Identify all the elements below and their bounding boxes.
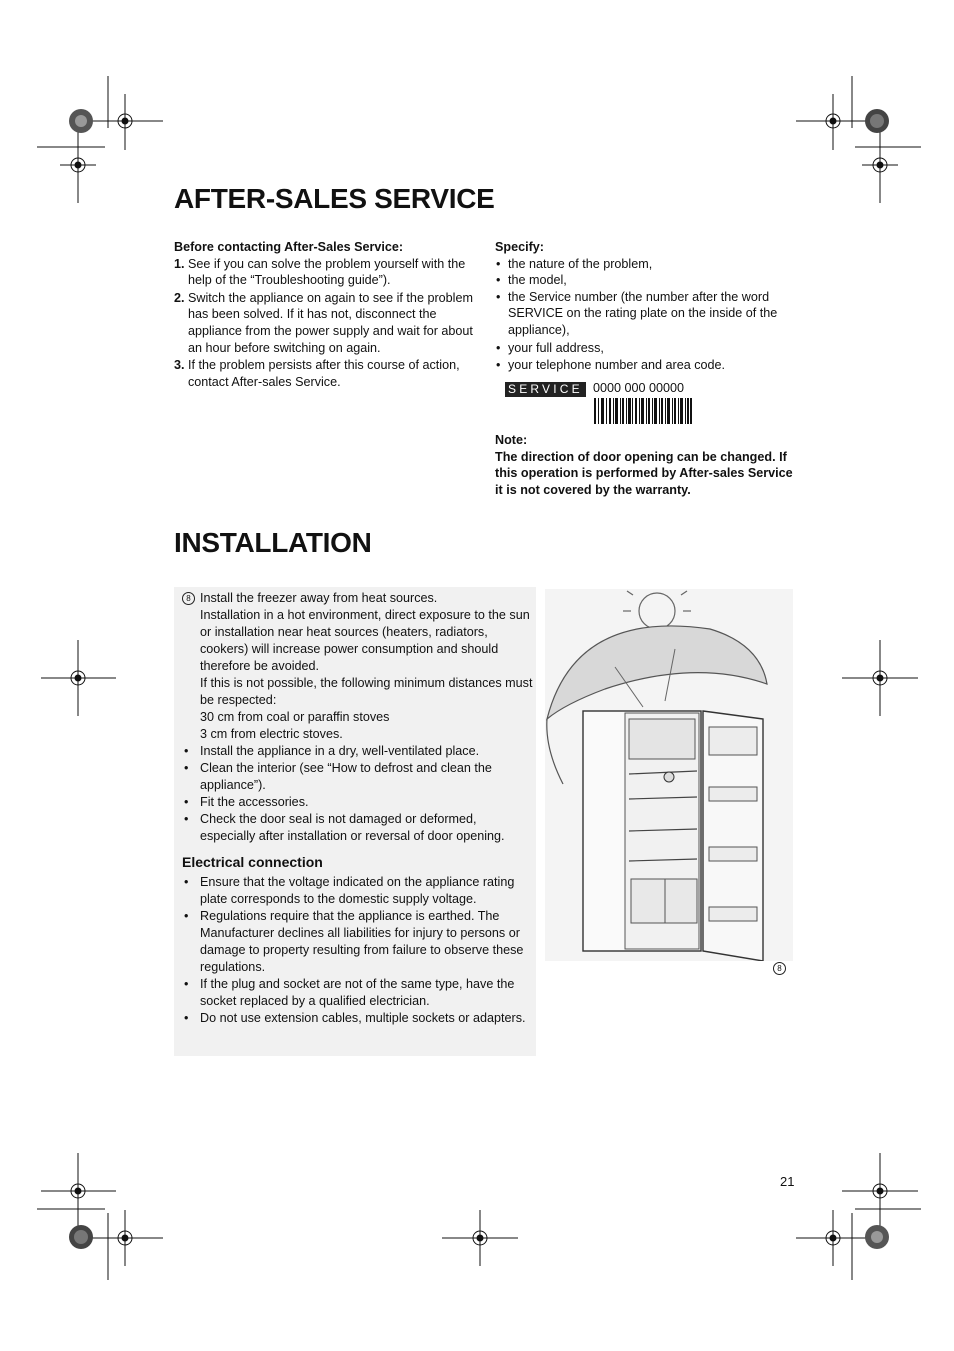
service-badge: SERVICE [505, 382, 586, 397]
install-item: • Fit the accessories. [182, 794, 534, 811]
note-section [495, 432, 795, 498]
note-heading: Note: [495, 433, 528, 447]
install-item: • Check the door seal is not damaged or deformed, especially after installation or reversal of door opening. [182, 811, 534, 845]
before-contacting-section [174, 239, 474, 391]
figure-caption-badge: 8 [773, 962, 786, 975]
step-item: 1. See if you can solve the problem yourself with the help of the “Troubleshooting guide”). [174, 256, 466, 288]
specify-section [495, 239, 790, 374]
specify-list [495, 256, 790, 374]
steps-list [174, 256, 474, 391]
service-number: 0000 000 00000 [593, 381, 685, 395]
note-text: The direction of door opening can be changed. If this operation is performed by After-sales Service it is not covered by the warranty. [495, 449, 793, 497]
figure-ref-badge: 8 [182, 592, 195, 605]
installation-title: INSTALLATION [174, 527, 372, 558]
page-number: 21 [780, 1174, 795, 1189]
install-list [182, 743, 534, 845]
specify-item: • your full address, [495, 340, 790, 357]
step-item: 3. If the problem persists after this course of action, contact After-sales Service. [174, 358, 460, 389]
electrical-item: • Ensure that the voltage indicated on the appliance rating plate corresponds to the domestic supply voltage. [182, 874, 534, 908]
installation-content [182, 590, 534, 1027]
specify-item: • the Service number (the number after the word SERVICE on the rating plate on the inside of the appliance), [495, 289, 790, 339]
electrical-item: • Regulations require that the appliance is earthed. The Manufacturer declines all liabilities for injury to persons or damage to property resulting from failure to observe these regulations. [182, 908, 534, 976]
specify-item: • the nature of the problem, [495, 256, 790, 273]
install-item: • Clean the interior (see “How to defrost and clean the appliance”). [182, 760, 534, 794]
electrical-heading: Electrical connection [182, 854, 323, 870]
electrical-item: • Do not use extension cables, multiple sockets or adapters. [182, 1010, 534, 1027]
electrical-item: • If the plug and socket are not of the same type, have the socket replaced by a qualified electrician. [182, 976, 534, 1010]
install-item: • Install the appliance in a dry, well-ventilated place. [182, 743, 534, 760]
step-item: 2. Switch the appliance on again to see if the problem has been solved. If it has not, disconnect the appliance from the power supply and wait for about an hour before switching on again. [174, 290, 473, 355]
after-sales-title: AFTER-SALES SERVICE [174, 183, 495, 214]
specify-item: • the model, [495, 272, 790, 289]
install-first-item: 8 Install the freezer away from heat sources. Installation in a hot environment, direct exposure to the sun or installation near heat sources (heaters, radiators, cookers) will increase power consumption and should therefore be avoided. If this is not possible, the following minimum distances must be respected: 30 cm from coal or paraffin stoves 3 cm from electric stoves. [182, 590, 534, 743]
before-contacting-heading: Before contacting After-Sales Service: [174, 240, 404, 254]
electrical-list [182, 874, 534, 1027]
specify-item: • your telephone number and area code. [495, 357, 790, 374]
specify-heading: Specify: [495, 240, 544, 254]
fridge-illustration [545, 589, 793, 961]
barcode-icon [594, 398, 692, 424]
